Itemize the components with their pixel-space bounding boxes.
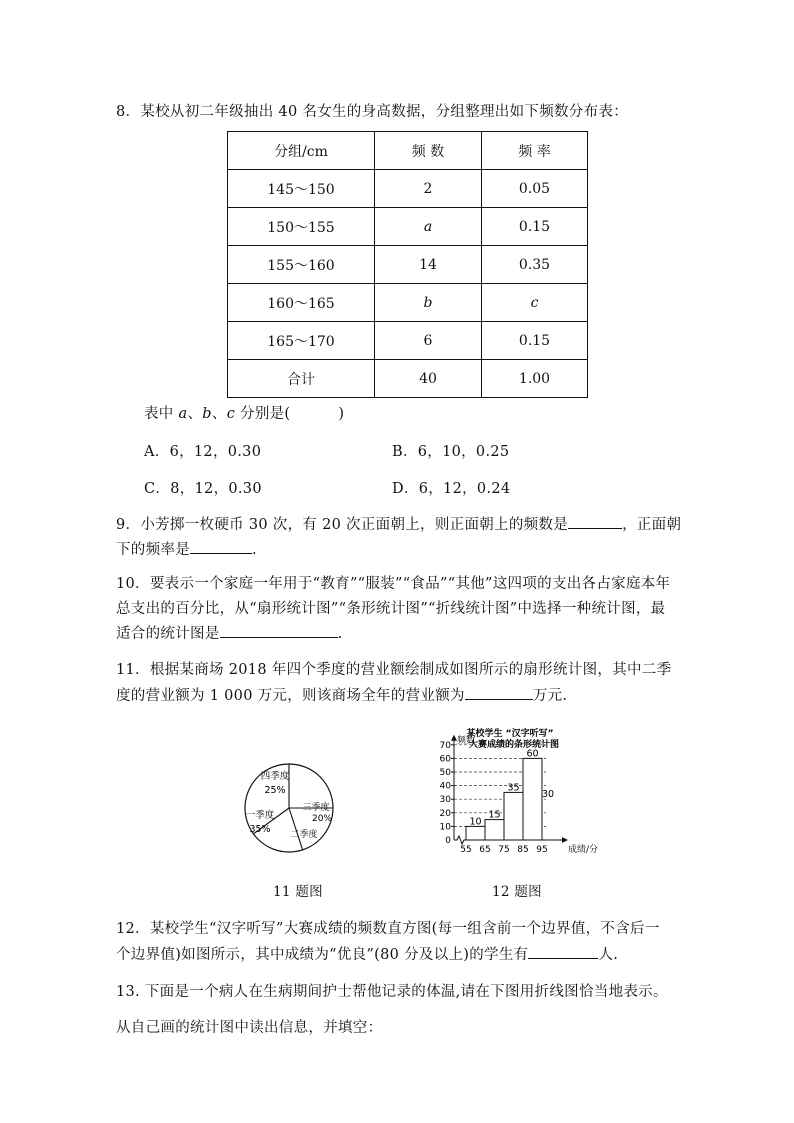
table-cell: 40 — [375, 360, 482, 398]
table-cell: 0.05 — [482, 170, 588, 208]
q13-line2: 从自己画的统计图中读出信息，并填空： — [116, 1020, 383, 1036]
bar-x-axis-arrow — [562, 837, 568, 843]
bar-rect — [523, 758, 542, 840]
q10-line1: 10．要表示一个家庭一年用于“教育”“服装”“食品”“其他”这四项的支出各占家庭本年 — [116, 576, 671, 592]
table-header: 频 数 — [375, 132, 482, 170]
bar-value-label: 10 — [469, 816, 482, 828]
table-header: 分组/cm — [228, 132, 375, 170]
table-cell: 145～150 — [228, 170, 375, 208]
table-row — [228, 284, 588, 322]
pie-label-q4-pct: 25% — [264, 785, 286, 796]
table-cell: 160～165 — [228, 284, 375, 322]
table-cell: 6 — [375, 322, 482, 360]
pie-label-q1: 一季度 — [245, 810, 275, 821]
q11-text: 度的营业额为 1 000 万元，则该商场全年的营业额为 — [116, 688, 465, 704]
bar-y-tick-label: 0 — [445, 836, 451, 846]
q8-sep: 、 — [211, 406, 227, 422]
q9-text: 下的频率是 — [116, 542, 190, 558]
table-cell: 0.35 — [482, 246, 588, 284]
table-cell: c — [482, 284, 588, 322]
table-row — [228, 322, 588, 360]
table-cell: 155～160 — [228, 246, 375, 284]
q12-line1: 12．某校学生“汉字听写”大赛成绩的频数直方图(每一组含前一个边界值，不含后一 — [116, 921, 660, 937]
pie-divider — [289, 808, 303, 850]
q11-line1: 11．根据某商场 2018 年四个季度的营业额绘制成如图所示的扇形统计图，其中二季 — [116, 662, 672, 678]
pie-label-q4: 四季度 — [260, 771, 290, 782]
bar-rect — [485, 820, 504, 840]
bar-title-line2: 大赛成绩的条形统计图 — [468, 740, 560, 750]
table-cell: 14 — [375, 246, 482, 284]
q8-stem: 8．某校从初二年级抽出 40 名女生的身高数据，分组整理出如下频数分布表： — [116, 104, 628, 120]
q12-blank[interactable] — [528, 943, 598, 959]
q8-question-suffix: 分别是( — [235, 406, 291, 422]
bar-y-tick-label: 20 — [439, 808, 451, 819]
pie-label-q2: 二季度 — [290, 830, 318, 840]
bar-xlabel: 成绩/分 — [568, 845, 599, 855]
bar-bars — [466, 758, 542, 840]
q10-text: 适合的统计图是 — [116, 626, 220, 642]
option-c[interactable]: C．8，12，0.30 — [144, 481, 262, 497]
q12-line2 — [116, 943, 618, 964]
bar-y-tick-label: 60 — [439, 754, 451, 765]
table-cell: 2 — [375, 170, 482, 208]
bar-y-tick-label: 30 — [439, 795, 451, 806]
q9-line1 — [116, 513, 681, 534]
bar-y-tick-label: 50 — [439, 768, 451, 778]
frequency-table — [227, 131, 588, 398]
bar-ylabel: 频数 — [457, 735, 476, 746]
bar-y-tick-label: 70 — [439, 740, 451, 751]
bar-rect — [504, 792, 523, 840]
bar-value-label: 30 — [541, 789, 555, 801]
pie-caption: 11 题图 — [273, 884, 323, 900]
table-cell: 合计 — [228, 360, 375, 398]
q9-text: ，正面朝 — [622, 517, 682, 533]
q9-blank-frequency[interactable] — [568, 513, 622, 529]
bar-value-label: 60 — [526, 748, 539, 760]
q11-text: 万元. — [532, 688, 568, 704]
table-cell: 1.00 — [482, 360, 588, 398]
q9-text: 9．小芳掷一枚硬币 30 次，有 20 次正面朝上，则正面朝上的频数是 — [116, 517, 569, 533]
table-row — [228, 170, 588, 208]
table-row — [228, 208, 588, 246]
q13-line1: 13. 下面是一个病人在生病期间护士帮他记录的体温,请在下图用折线图恰当地表示。 — [116, 984, 668, 1000]
bar-value-label: 15 — [488, 809, 501, 821]
q9-text: . — [252, 542, 257, 558]
q10-line3 — [116, 622, 343, 643]
bar-value-label: 35 — [507, 782, 520, 794]
q10-line2: 总支出的百分比，从“扇形统计图”“条形统计图”“折线统计图”中选择一种统计图，最 — [116, 601, 666, 617]
q12-text: 个边界值)如图所示，其中成绩为“优良”(80 分及以上)的学生有 — [116, 947, 529, 963]
table-cell: 0.15 — [482, 208, 588, 246]
q8-question-prefix: 表中 — [144, 406, 179, 422]
table-cell: b — [375, 284, 482, 322]
table-cell: a — [375, 208, 482, 246]
table-header-row — [228, 132, 588, 170]
q8-var-b: b — [202, 406, 212, 422]
option-b[interactable]: B．6，10，0.25 — [392, 444, 510, 460]
option-a[interactable]: A．6，12，0.30 — [144, 444, 262, 460]
bar-title-line1: 某校学生 “汉字听写” — [466, 729, 554, 739]
bar-rect — [466, 826, 485, 840]
bar-y-tick-label: 10 — [439, 822, 451, 833]
table-row — [228, 360, 588, 398]
q8-sep: 、 — [187, 406, 203, 422]
q11-blank[interactable] — [465, 684, 533, 700]
q8-var-c: c — [226, 406, 236, 422]
q9-blank-rate[interactable] — [190, 538, 252, 554]
bar-x-tick-label: 55 — [460, 845, 472, 855]
bar-caption: 12 题图 — [492, 884, 542, 900]
table-cell: 165～170 — [228, 322, 375, 360]
bar-x-tick-label: 85 — [517, 845, 529, 855]
bar-x-tick-label: 75 — [498, 845, 510, 855]
q11-line2 — [116, 684, 567, 705]
pie-label-q3: 三季度 — [302, 803, 330, 813]
q8-question-close: ) — [338, 406, 345, 422]
option-d[interactable]: D．6，12，0.24 — [392, 481, 511, 497]
bar-x-tick-label: 65 — [479, 845, 491, 855]
q10-text: . — [337, 626, 343, 642]
bar-y-tick-label: 40 — [439, 781, 451, 792]
table-cell: 150～155 — [228, 208, 375, 246]
pie-label-q3-pct: 20% — [311, 814, 333, 824]
table-row — [228, 246, 588, 284]
q10-blank[interactable] — [220, 622, 338, 638]
table-header: 频 率 — [482, 132, 588, 170]
q8-var-a: a — [178, 406, 188, 422]
pie-chart — [238, 760, 342, 860]
bar-chart — [422, 726, 622, 856]
bar-x-tick-label: 95 — [536, 845, 548, 855]
q9-line2 — [116, 538, 257, 559]
pie-label-q1-pct: 35% — [249, 824, 271, 835]
table-cell: 0.15 — [482, 322, 588, 360]
q12-text: 人. — [598, 947, 619, 963]
q8-question — [144, 402, 344, 423]
